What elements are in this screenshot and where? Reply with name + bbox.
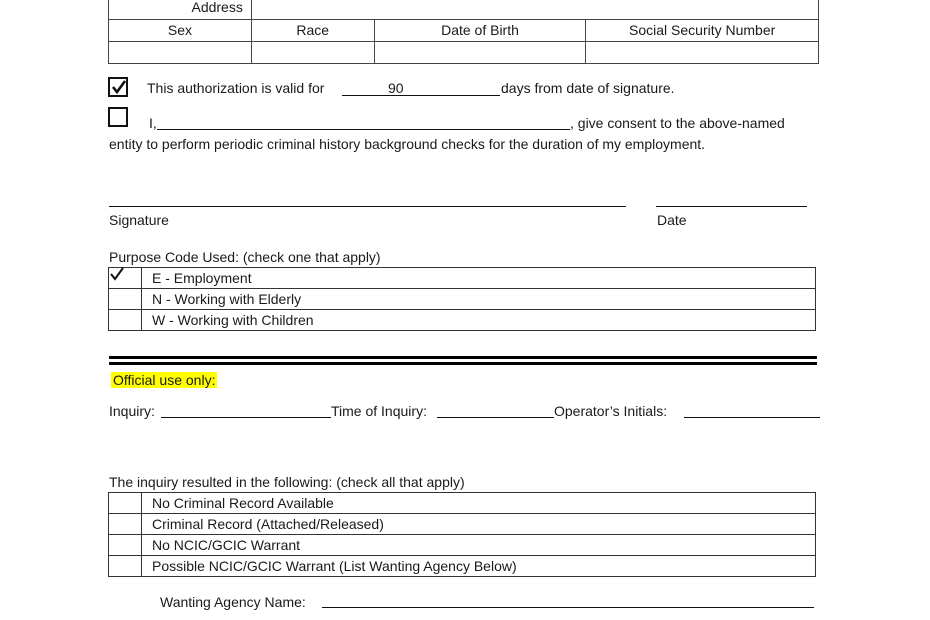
separator-rule-bottom <box>109 362 817 365</box>
purpose-option-children <box>109 310 816 331</box>
purpose-code-table <box>108 267 816 331</box>
authorization-days-field[interactable] <box>342 80 500 96</box>
purpose-option-elderly <box>109 289 816 310</box>
result-checkbox-no-record[interactable] <box>109 493 142 514</box>
result-checkbox-possible-warrant[interactable] <box>109 556 142 577</box>
checkmark-icon <box>110 267 124 281</box>
dob-field[interactable] <box>374 41 586 63</box>
operator-initials-field[interactable] <box>684 402 820 418</box>
consent-checkbox[interactable] <box>108 107 128 127</box>
ssn-field[interactable] <box>586 41 819 63</box>
purpose-checkbox-elderly[interactable] <box>109 289 142 310</box>
authorization-days-value: 90 <box>388 80 404 96</box>
signature-label: Signature <box>109 212 169 228</box>
ssn-header: Social Security Number <box>586 19 819 41</box>
date-line[interactable] <box>656 206 807 207</box>
result-option-label: No NCIC/GCIC Warrant <box>142 535 816 556</box>
authorization-prefix: This authorization is valid for <box>147 80 325 96</box>
applicant-info-table <box>108 0 819 64</box>
result-option-label: Possible NCIC/GCIC Warrant (List Wanting Agency Below) <box>142 556 816 577</box>
result-option-row <box>109 514 816 535</box>
result-option-label: Criminal Record (Attached/Released) <box>142 514 816 535</box>
purpose-option-employment <box>109 268 816 289</box>
time-of-inquiry-label: Time of Inquiry: <box>331 403 427 419</box>
results-table <box>108 492 816 577</box>
result-option-label: No Criminal Record Available <box>142 493 816 514</box>
wanting-agency-label: Wanting Agency Name: <box>160 594 306 610</box>
separator-rule-top <box>109 356 817 359</box>
signature-line[interactable] <box>109 206 626 207</box>
result-checkbox-criminal-record[interactable] <box>109 514 142 535</box>
results-title: The inquiry resulted in the following: (check all that apply) <box>109 474 465 490</box>
result-checkbox-no-warrant[interactable] <box>109 535 142 556</box>
purpose-checkbox-employment[interactable] <box>109 268 142 289</box>
wanting-agency-field[interactable] <box>322 592 814 608</box>
sex-field[interactable] <box>109 41 252 63</box>
purpose-option-label: W - Working with Children <box>142 310 816 331</box>
result-option-row <box>109 493 816 514</box>
purpose-option-label: E - Employment <box>142 268 816 289</box>
consent-name-field[interactable] <box>157 114 570 130</box>
race-header: Race <box>251 19 374 41</box>
purpose-checkbox-children[interactable] <box>109 310 142 331</box>
result-option-row <box>109 556 816 577</box>
sex-header: Sex <box>109 19 252 41</box>
address-field[interactable] <box>251 0 818 19</box>
purpose-code-title: Purpose Code Used: (check one that apply) <box>109 249 381 265</box>
operator-initials-label: Operator’s Initials: <box>554 403 668 419</box>
inquiry-field[interactable] <box>161 402 331 418</box>
address-label: Address <box>109 0 252 19</box>
checkmark-icon <box>111 79 127 95</box>
authorization-checkbox[interactable] <box>108 77 128 97</box>
official-use-title: Official use only: <box>113 372 216 388</box>
consent-suffix: , give consent to the above-named <box>570 115 785 131</box>
date-label: Date <box>657 212 687 228</box>
time-of-inquiry-field[interactable] <box>437 402 554 418</box>
result-option-row <box>109 535 816 556</box>
purpose-option-label: N - Working with Elderly <box>142 289 816 310</box>
consent-prefix: I, <box>149 115 157 131</box>
race-field[interactable] <box>251 41 374 63</box>
authorization-suffix: days from date of signature. <box>501 80 675 96</box>
consent-continuation: entity to perform periodic criminal history background checks for the duration of my employment. <box>109 136 706 152</box>
inquiry-label: Inquiry: <box>109 403 155 419</box>
dob-header: Date of Birth <box>374 19 586 41</box>
